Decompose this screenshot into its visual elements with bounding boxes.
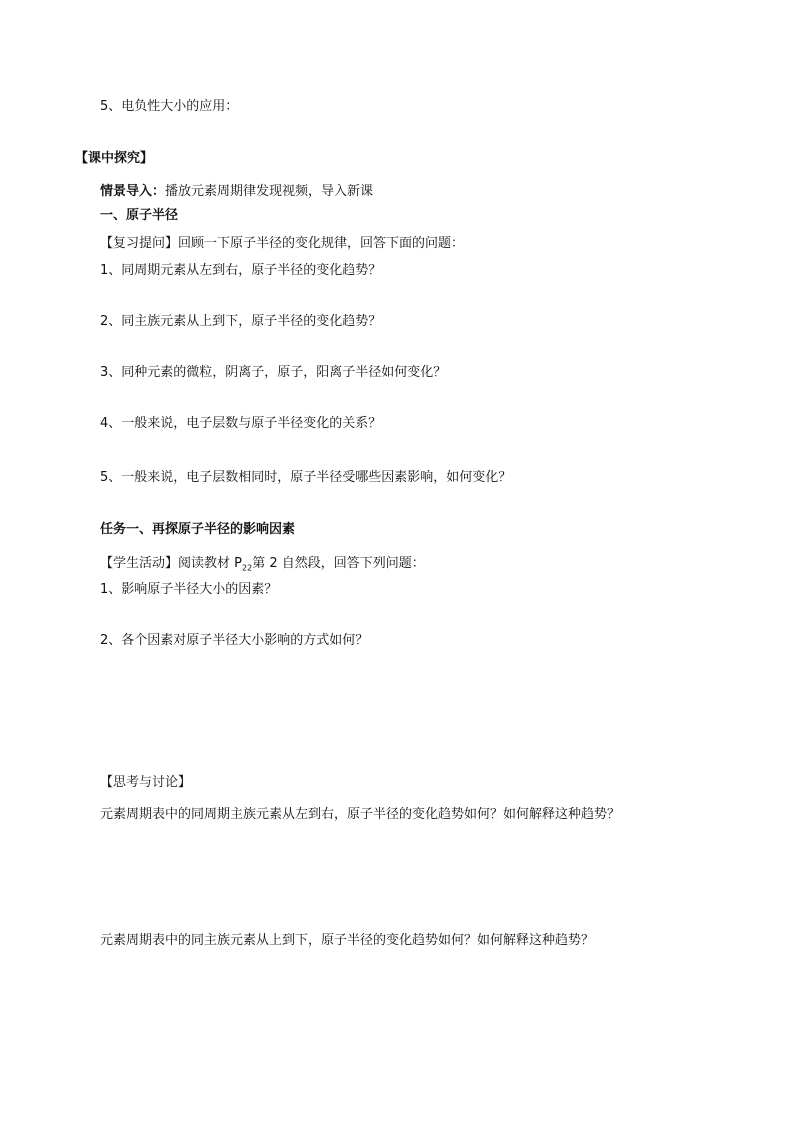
- page-number-subscript: 22: [242, 563, 253, 573]
- review-question-1: 1、同周期元素从左到右，原子半径的变化趋势？: [100, 263, 382, 278]
- review-question-2: 2、同主族元素从上到下，原子半径的变化趋势？: [100, 314, 382, 329]
- activity-question-1: 1、影响原子半径大小的因素？: [100, 582, 278, 597]
- student-activity-label: 【学生活动】: [100, 556, 179, 571]
- discussion-question-2: 元素周期表中的同主族元素从上到下，原子半径的变化趋势如何？如何解释这种趋势？: [100, 933, 595, 948]
- heading-atomic-radius: 一、原子半径: [100, 208, 179, 223]
- scenario-intro: [100, 183, 373, 201]
- review-label: 【复习提问】: [100, 236, 179, 251]
- student-activity-text-pre: 阅读教材 P: [178, 556, 242, 571]
- scenario-intro-text: 播放元素周期律发现视频，导入新课: [165, 184, 374, 199]
- think-discuss-label: 【思考与讨论】: [100, 775, 192, 790]
- scenario-intro-label: 情景导入：: [100, 184, 166, 199]
- review-text: 回顾一下原子半径的变化规律，回答下面的问题：: [178, 236, 465, 251]
- student-activity-text-post: 第 2 自然段，回答下列问题：: [252, 556, 425, 571]
- section-title-class-exploration: 【课中探究】: [75, 151, 154, 166]
- discussion-question-1: 元素周期表中的同周期主族元素从左到右，原子半径的变化趋势如何？如何解释这种趋势？: [100, 807, 621, 822]
- item-5-electronegativity-application: 5、电负性大小的应用：: [100, 99, 239, 114]
- student-activity: [100, 555, 425, 578]
- review-question-4: 4、一般来说，电子层数与原子半径变化的关系？: [100, 416, 382, 431]
- task-1-heading: 任务一、再探原子半径的影响因素: [100, 522, 296, 537]
- review-question-5: 5、一般来说，电子层数相同时，原子半径受哪些因素影响，如何变化？: [100, 470, 512, 485]
- activity-question-2: 2、各个因素对原子半径大小影响的方式如何？: [100, 633, 369, 648]
- review-question-3: 3、同种元素的微粒，阴离子，原子，阳离子半径如何变化？: [100, 365, 447, 380]
- review-prompt: [100, 235, 464, 253]
